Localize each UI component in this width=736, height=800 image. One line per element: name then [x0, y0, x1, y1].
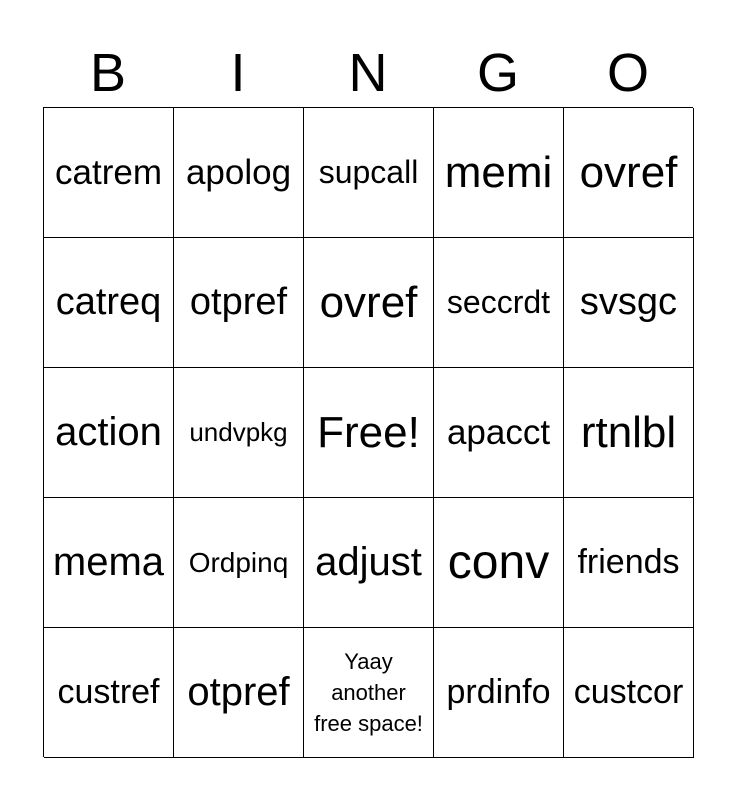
bingo-cell[interactable]: [564, 238, 694, 368]
cell-label: catrem: [55, 152, 162, 192]
bingo-cell[interactable]: [304, 108, 434, 238]
bingo-cell[interactable]: [174, 628, 304, 758]
cell-label: apolog: [185, 152, 292, 192]
bingo-cell[interactable]: [304, 238, 434, 368]
cell-label: seccrdt: [446, 284, 551, 320]
cell-label: apacct: [446, 412, 551, 452]
cell-label: action: [55, 410, 162, 454]
bingo-cell[interactable]: [304, 498, 434, 628]
bingo-cell[interactable]: [564, 498, 694, 628]
cell-label: rtnlbl: [580, 407, 677, 457]
cell-label: friends: [577, 543, 680, 581]
cell-label: Free!: [317, 407, 420, 457]
cell-label: Yaay another free space!: [314, 649, 423, 736]
header-letter-b: B: [89, 43, 127, 103]
cell-label: mema: [52, 540, 165, 584]
cell-label: custref: [57, 673, 160, 711]
cell-label: svsgc: [579, 281, 678, 323]
cell-label: Ordpinq: [188, 546, 289, 578]
bingo-cell[interactable]: [434, 498, 564, 628]
cell-label: catreq: [55, 281, 162, 323]
cell-label: prdinfo: [446, 673, 551, 711]
bingo-cell[interactable]: [174, 498, 304, 628]
cell-label: conv: [447, 536, 550, 589]
bingo-cell[interactable]: [564, 108, 694, 238]
bingo-cell[interactable]: [434, 628, 564, 758]
cell-label: memi: [444, 147, 553, 197]
bingo-cell[interactable]: [44, 628, 174, 758]
header-letter-g: G: [476, 43, 519, 103]
bingo-cell[interactable]: [434, 368, 564, 498]
header-letter-o: O: [606, 43, 649, 103]
header-letter-i: I: [230, 43, 246, 103]
free-space-cell[interactable]: [304, 368, 434, 498]
bingo-cell[interactable]: [174, 368, 304, 498]
bingo-cell[interactable]: [174, 108, 304, 238]
bingo-cell[interactable]: [564, 628, 694, 758]
bingo-cell[interactable]: [564, 368, 694, 498]
cell-label: otpref: [187, 670, 290, 714]
bingo-cell[interactable]: [434, 108, 564, 238]
cell-label: undvpkg: [189, 417, 288, 447]
bingo-cell[interactable]: [174, 238, 304, 368]
bingo-cell[interactable]: [44, 498, 174, 628]
bingo-board: [43, 107, 693, 757]
cell-label: custcor: [573, 673, 684, 711]
free-space-cell[interactable]: [304, 628, 434, 758]
bingo-cell[interactable]: [44, 238, 174, 368]
cell-label: otpref: [189, 281, 288, 323]
cell-label: adjust: [315, 540, 422, 584]
bingo-cell[interactable]: [44, 368, 174, 498]
bingo-cell[interactable]: [44, 108, 174, 238]
bingo-cell[interactable]: [434, 238, 564, 368]
cell-label: ovref: [579, 147, 678, 197]
bingo-header: [43, 40, 693, 106]
cell-label: supcall: [318, 154, 419, 190]
header-letter-n: N: [348, 43, 388, 103]
cell-label: ovref: [319, 277, 418, 327]
